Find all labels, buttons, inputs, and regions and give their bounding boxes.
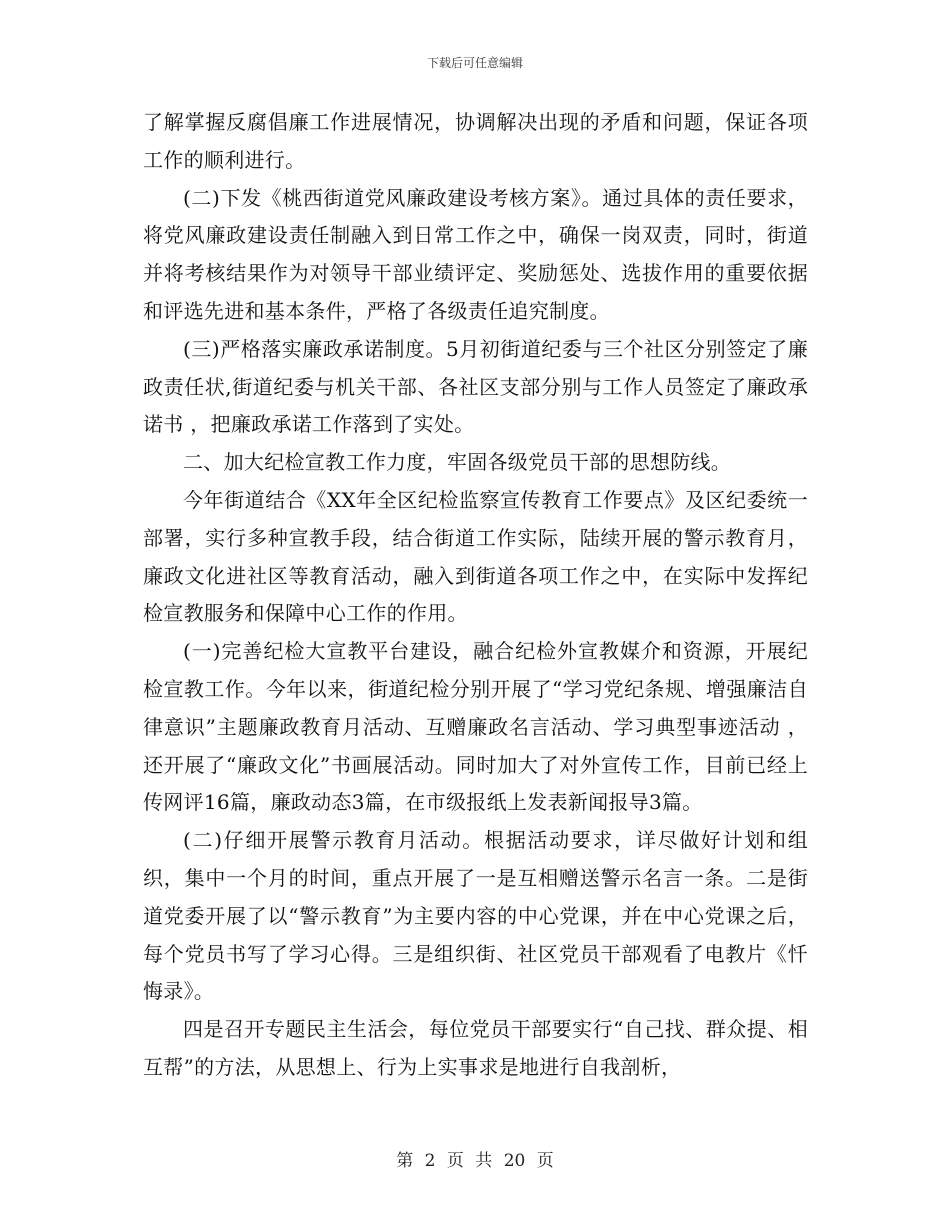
paragraph: (三)严格落实廉政承诺制度。5月初街道纪委与三个社区分别签定了廉政责任状,街道纪委与机关干部、各社区支部分别与工作人员签定了廉政承诺书 ，把廉政承诺工作落到了实处。 — [143, 336, 808, 437]
document-body — [143, 104, 808, 1087]
paragraph: (一)完善纪检大宣教平台建设，融合纪检外宣教媒介和资源，开展纪检宣教工作。今年以来，街道纪检分别开展了“学习党纪条规、增强廉洁自律意识”主题廉政教育月活动、互赠廉政名言活动、学习典型事迹活动 ，还开展了“廉政文化”书画展活动。同时加大了对外宣传工作，目前已经上传网评16篇，廉政动态3篇，在市级报纸上发表新闻报导3篇。 — [143, 639, 808, 815]
paragraph-continued: 了解掌握反腐倡廉工作进展情况，协调解决出现的矛盾和问题，保证各项工作的顺利进行。 — [143, 110, 808, 172]
section-heading: 二、加大纪检宣教工作力度，牢固各级党员干部的思想防线。 — [183, 450, 732, 475]
page-number-footer: 第 2 页 共 20 页 — [396, 1151, 554, 1171]
paragraph: 四是召开专题民主生活会，每位党员干部要实行“自己找、群众提、相互帮”的方法，从思想上、行为上实事求是地进行自我剖析， — [143, 1017, 808, 1079]
paragraph: 今年街道结合《XX年全区纪检监察宣传教育工作要点》及区纪委统一部署，实行多种宣教手段，结合街道工作实际，陆续开展的警示教育月，廉政文化进社区等教育活动，融入到街道各项工作之中，在实际中发挥纪检宣教服务和保障中心工作的作用。 — [143, 487, 808, 626]
paragraph: (二)下发《桃西街道党风廉政建设考核方案》。通过具体的责任要求，将党风廉政建设责任制融入到日常工作之中，确保一岗双责，同时，街道并将考核结果作为对领导干部业绩评定、奖励惩处、选拔作用的重要依据和评选先进和基本条件，严格了各级责任追究制度。 — [143, 185, 808, 323]
page-header-note: 下载后可任意编辑 — [426, 56, 523, 70]
paragraph: (二)仔细开展警示教育月活动。根据活动要求，详尽做好计划和组织，集中一个月的时间，重点开展了一是互相赠送警示名言一条。二是街道党委开展了以“警示教育”为主要内容的中心党课，并在中心党课之后，每个党员书写了学习心得。三是组织街、社区党员干部观看了电教片《忏悔录》。 — [143, 828, 808, 1004]
